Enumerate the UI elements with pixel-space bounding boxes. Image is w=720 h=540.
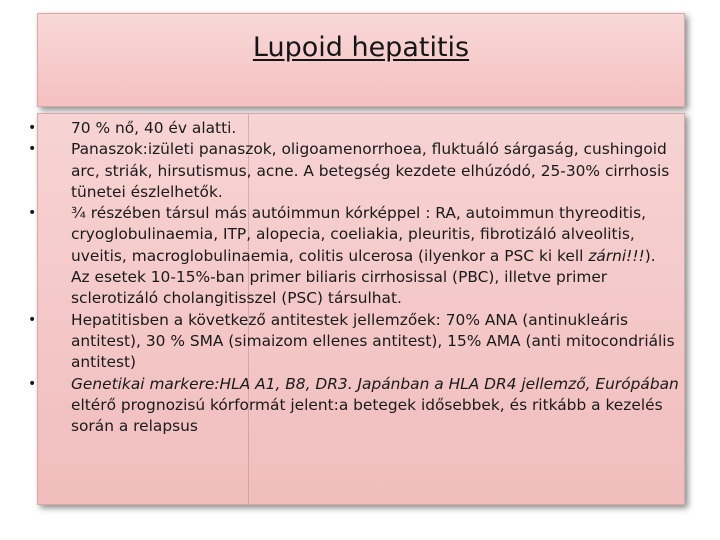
bullet-italic-text: zárni!!! bbox=[588, 246, 645, 265]
bullet-list bbox=[28, 118, 683, 437]
bullet-text: ). bbox=[644, 246, 656, 265]
bullet-text: 70 % nő, 40 év alatti. bbox=[71, 119, 237, 137]
bullet-text: Hepatitisben a következő antitestek jellemzőek: 70% ANA (antinukleáris antitest), 30 % SMA (simaizom ellenes antitest), 15% AMA (anti mitocondriális antitest) bbox=[71, 310, 675, 372]
title-box bbox=[37, 13, 685, 107]
bullet-item bbox=[28, 374, 683, 438]
bullet-item bbox=[28, 203, 683, 267]
bullet-item bbox=[28, 310, 683, 374]
bullet-text: eltérő prognozisú kórformát jelent:a betegek idősebbek, és ritkább a kezelés során a relapsus bbox=[71, 395, 663, 436]
bullet-text: Az esetek 10-15%-ban primer biliaris cirrhosissal (PBC), illetve primer sclerotizáló cholangitisszel (PSC) társulhat. bbox=[71, 268, 608, 308]
bullet-continuation bbox=[28, 267, 683, 310]
bullet-item bbox=[28, 118, 683, 139]
bullet-text: Panaszok:izületi panaszok, oligoamenorrhoea, fluktuáló sárgaság, cushingoid arc, striák, hirsutismus, acne. A betegség kezdete elhúzódó, 25-30% cirrhosis tünetei észlelhetők. bbox=[71, 140, 670, 201]
bullet-item bbox=[28, 139, 683, 203]
bullet-italic-text: Genetikai markere:HLA A1, B8, DR3. Japánban a HLA DR4 jellemző, Európában bbox=[71, 374, 679, 393]
page-title: Lupoid hepatitis bbox=[252, 32, 470, 63]
bullet-text: ¾ részében társul más autóimmun kórképpel : RA, autoimmun thyreoditis, cryoglobulinaemia, ITP, alopecia, coeliakia, pleuritis, fibrotizáló alveolitis, uveitis, macroglobulinaemia, colitis ulcerosa (ilyenkor a PSC ki kell bbox=[71, 204, 646, 265]
